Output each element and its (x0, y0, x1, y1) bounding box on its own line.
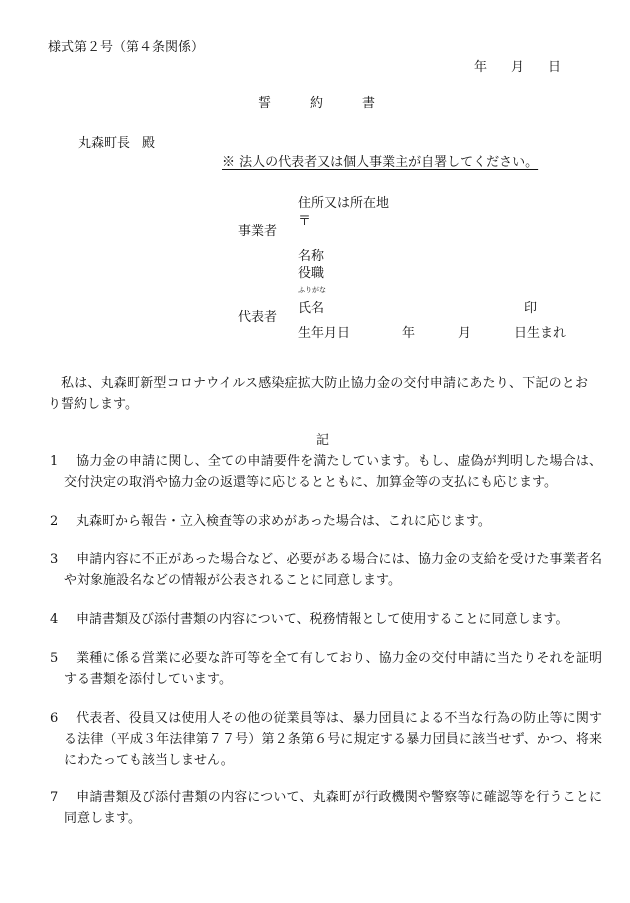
ki-heading: 記 (316, 433, 330, 448)
name-label: 氏名 (298, 301, 325, 316)
birth-year: 年 (402, 326, 416, 341)
item-number: 1 (50, 454, 59, 469)
form-number: 様式第２号（第４条関係） (48, 40, 205, 55)
item-text: 申請内容に不正があった場合など、必要がある場合には、協力金の支給を受けた事業者名や対象施設名などの情報が公表されることに同意します。 (64, 552, 602, 588)
item-number: 7 (50, 790, 59, 805)
addressee (78, 136, 155, 152)
representative-label: 代表者 (238, 310, 278, 325)
item-text: 申請書類及び添付書類の内容について、税務情報として使用することに同意します。 (76, 612, 569, 627)
item-number: 2 (50, 514, 59, 529)
pledge-item (50, 648, 602, 690)
item-text: 申請書類及び添付書類の内容について、丸森町が行政機関や警察等に確認等を行うことに同意します。 (64, 790, 602, 826)
pledge-item (50, 787, 602, 829)
birth-day: 日生まれ (514, 326, 567, 341)
item-text: 業種に係る営業に必要な許可等を全て有しており、協力金の交付申請に当たりそれを証明する書類を添付しています。 (64, 651, 602, 687)
company-name-label: 名称 (298, 249, 325, 264)
document-title (258, 96, 414, 112)
item-text: 協力金の申請に関し、全ての申請要件を満たしています。もし、虚偽が判明した場合は、交付決定の取消や協力金の返還等に応じるとともに、加算金等の支払にも応じます。 (64, 454, 602, 490)
date-day: 日 (548, 60, 562, 75)
signature-notice: ※ 法人の代表者又は個人事業主が自署してください。 (222, 155, 539, 170)
date-year: 年 (474, 60, 488, 75)
pledge-item (50, 451, 602, 493)
birth-date-row (298, 326, 566, 342)
pledge-item (50, 708, 602, 771)
title-char-3: 書 (362, 96, 376, 111)
item-number: 4 (50, 612, 59, 627)
title-char-2: 約 (310, 96, 324, 111)
item-number: 5 (50, 651, 59, 666)
addressee-name: 丸森町長 (78, 136, 131, 151)
furigana-label: ふりがな (298, 286, 326, 294)
seal-mark: 印 (524, 301, 538, 316)
addressee-honorific: 殿 (142, 136, 156, 151)
address-label: 住所又は所在地 (298, 196, 390, 211)
date-line (474, 60, 561, 76)
pledge-item (50, 609, 602, 630)
item-text: 代表者、役員又は使用人その他の従業員等は、暴力団員による不当な行為の防止等に関する法律（平成３年法律第７７号）第２条第６号に規定する暴力団員に該当せず、かつ、将来にわたっても該当しません。 (64, 711, 602, 768)
pledge-item (50, 549, 602, 591)
birth-date-label: 生年月日 (298, 326, 351, 341)
pledge-intro: 私は、丸森町新型コロナウイルス感染症拡大防止協力金の交付申請にあたり、下記のとおり誓約します。 (48, 376, 588, 412)
birth-month: 月 (458, 326, 472, 341)
pledge-item (50, 511, 602, 532)
item-number: 3 (50, 552, 59, 567)
item-number: 6 (50, 711, 59, 726)
business-label: 事業者 (238, 224, 278, 239)
title-char-1: 誓 (258, 96, 272, 111)
postal-mark: 〒 (298, 214, 312, 229)
date-month: 月 (511, 60, 525, 75)
item-text: 丸森町から報告・立入検査等の求めがあった場合は、これに応じます。 (76, 514, 491, 529)
position-label: 役職 (298, 266, 325, 281)
